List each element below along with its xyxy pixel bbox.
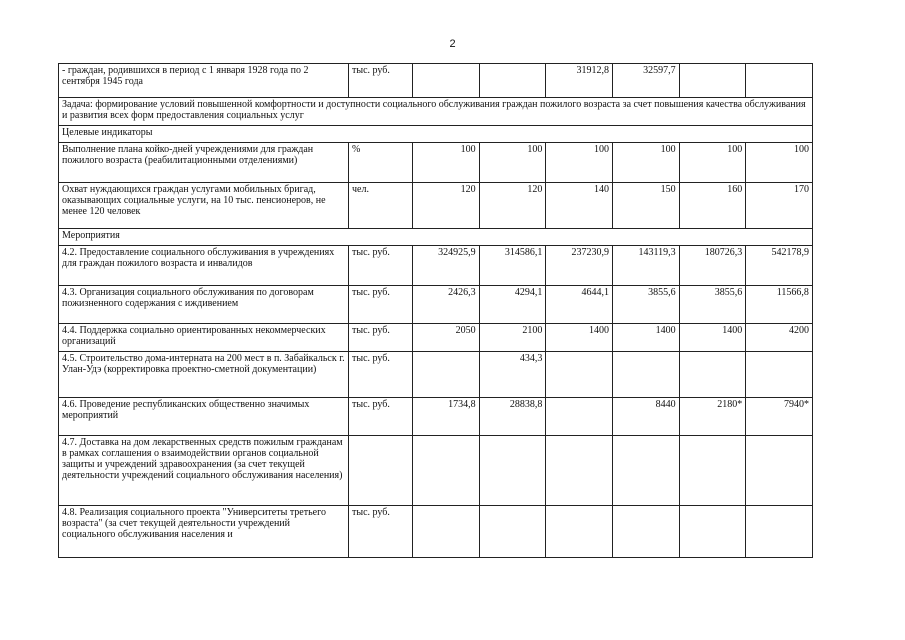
unit-cell: тыс. руб. [349,64,413,98]
value-cell [479,436,546,506]
row-label-cell: - граждан, родившихся в период с 1 января 1928 года по 2 сентября 1945 года [59,64,349,98]
value-cell: 180726,3 [679,246,746,286]
unit-cell: % [349,143,413,183]
value-cell: 237230,9 [546,246,613,286]
value-cell: 100 [679,143,746,183]
value-cell [479,506,546,558]
value-cell [612,436,679,506]
unit-cell: тыс. руб. [349,352,413,398]
value-cell: 100 [612,143,679,183]
value-cell: 28838,8 [479,398,546,436]
table-row [59,506,813,558]
row-label-cell: 4.6. Проведение республиканских общественно значимых мероприятий [59,398,349,436]
value-cell [746,436,813,506]
value-cell: 1400 [612,324,679,352]
value-cell: 4644,1 [546,286,613,324]
value-cell: 314586,1 [479,246,546,286]
table-row [59,183,813,229]
value-cell: 3855,6 [679,286,746,324]
value-cell [479,64,546,98]
table-row [59,398,813,436]
value-cell: 150 [612,183,679,229]
unit-cell: чел. [349,183,413,229]
value-cell: 4200 [746,324,813,352]
section-heading-cell: Мероприятия [59,229,813,246]
value-cell: 7940* [746,398,813,436]
value-cell [546,398,613,436]
row-label-cell: 4.2. Предоставление социального обслуживания в учреждениях для граждан пожилого возраста и инвалидов [59,246,349,286]
value-cell: 31912,8 [546,64,613,98]
row-label-cell: 4.7. Доставка на дом лекарственных средств пожилым гражданам в рамках соглашения о взаимодействии органов социальной защиты и учреждений здравоохранения (за счет текущей деятельности учреждений социального обслуживания населения) [59,436,349,506]
value-cell: 434,3 [479,352,546,398]
value-cell: 120 [479,183,546,229]
value-cell: 140 [546,183,613,229]
value-cell: 3855,6 [612,286,679,324]
value-cell: 100 [479,143,546,183]
row-label-cell: 4.4. Поддержка социально ориентированных некоммерческих организаций [59,324,349,352]
value-cell: 2180* [679,398,746,436]
value-cell: 1734,8 [413,398,480,436]
table-row [59,229,813,246]
value-cell: 8440 [612,398,679,436]
table-row [59,246,813,286]
value-cell [546,352,613,398]
row-label-cell: Охват нуждающихся граждан услугами мобильных бригад, оказывающих социальные услуги, на 10 тыс. пенсионеров, не менее 120 человек [59,183,349,229]
value-cell: 100 [746,143,813,183]
section-heading-cell: Целевые индикаторы [59,126,813,143]
value-cell: 100 [546,143,613,183]
table-row [59,143,813,183]
value-cell: 143119,3 [612,246,679,286]
value-cell [546,506,613,558]
value-cell [679,352,746,398]
value-cell [679,64,746,98]
row-label-cell: 4.8. Реализация социального проекта "Университеты третьего возраста" (за счет текущей деятельности учреждений социального обслуживания населения и [59,506,349,558]
value-cell [413,506,480,558]
value-cell [413,352,480,398]
table-row [59,436,813,506]
table-row [59,64,813,98]
value-cell: 1400 [546,324,613,352]
value-cell [612,506,679,558]
table-row [59,352,813,398]
value-cell: 324925,9 [413,246,480,286]
value-cell: 120 [413,183,480,229]
table-body [59,64,813,558]
row-label-cell: 4.5. Строительство дома-интерната на 200 мест в п. Забайкальск г. Улан-Удэ (корректировка проектно-сметной документации) [59,352,349,398]
value-cell [746,506,813,558]
value-cell: 2426,3 [413,286,480,324]
value-cell [546,436,613,506]
value-cell: 542178,9 [746,246,813,286]
value-cell: 100 [413,143,480,183]
value-cell: 160 [679,183,746,229]
value-cell [679,436,746,506]
value-cell: 11566,8 [746,286,813,324]
page-number: 2 [449,38,456,50]
value-cell: 2050 [413,324,480,352]
value-cell [413,64,480,98]
value-cell: 170 [746,183,813,229]
value-cell [679,506,746,558]
value-cell: 2100 [479,324,546,352]
table-row [59,324,813,352]
value-cell: 1400 [679,324,746,352]
table-row [59,126,813,143]
value-cell: 4294,1 [479,286,546,324]
table-row [59,286,813,324]
unit-cell: тыс. руб. [349,398,413,436]
row-label-cell: Выполнение плана койко-дней учреждениями для граждан пожилого возраста (реабилитационными отделениями) [59,143,349,183]
unit-cell: тыс. руб. [349,246,413,286]
unit-cell: тыс. руб. [349,506,413,558]
value-cell [746,352,813,398]
unit-cell: тыс. руб. [349,324,413,352]
unit-cell: тыс. руб. [349,286,413,324]
row-label-cell: 4.3. Организация социального обслуживания по договорам пожизненного содержания с иждивением [59,286,349,324]
unit-cell [349,436,413,506]
value-cell [413,436,480,506]
table-row [59,98,813,126]
program-table [58,63,813,558]
value-cell [612,352,679,398]
value-cell: 32597,7 [612,64,679,98]
value-cell [746,64,813,98]
section-heading-cell: Задача: формирование условий повышенной комфортности и доступности социального обслуживания граждан пожилого возраста за счет повышения качества обслуживания и развития всех форм предоставления социальных услуг [59,98,813,126]
